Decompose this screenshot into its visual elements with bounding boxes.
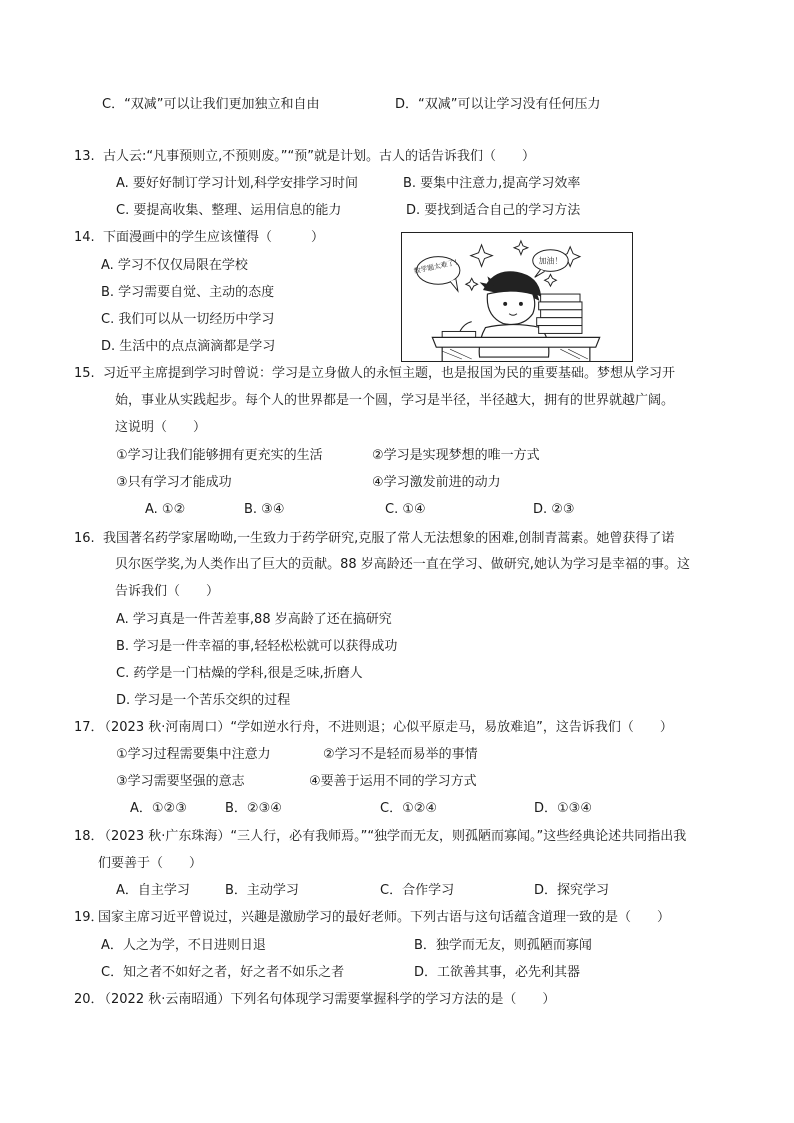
q17-option-b: B．②③④ <box>225 801 282 816</box>
q15-statement-2: ②学习是实现梦想的唯一方式 <box>372 448 540 463</box>
bubble-right-text: 加油！ <box>538 256 563 266</box>
q17-option-c: C．①②④ <box>380 801 438 816</box>
q16-stem-line1: 我国著名药学家屠呦呦,一生致力于药学研究,克服了常人无法想象的困难,创制青蒿素。她曾获得了诺 <box>103 531 675 546</box>
q13-option-b: B. 要集中注意力,提高学习效率 <box>403 176 581 191</box>
q13-number: 13. <box>74 149 95 164</box>
q14-option-b: B. 学习需要自觉、主动的态度 <box>101 285 275 300</box>
q16-option-c: C. 药学是一门枯燥的学科,很是乏味,折磨人 <box>116 666 363 681</box>
q12-option-d: D．“双减”可以让学习没有任何压力 <box>395 97 601 112</box>
q19-option-c: C．知之者不如好之者，好之者不如乐之者 <box>101 965 345 980</box>
q15-statement-1: ①学习让我们能够拥有更充实的生活 <box>116 448 323 463</box>
q15-stem-line1: 习近平主席提到学习时曾说：学习是立身做人的永恒主题，也是报国为民的重要基础。梦想从学习开 <box>103 366 676 381</box>
q14-option-d: D. 生活中的点点滴滴都是学习 <box>101 339 276 354</box>
q15-option-c: C. ①④ <box>385 502 426 517</box>
q20-number: 20． <box>74 992 104 1007</box>
q12-option-c: C．“双减”可以让我们更加独立和自由 <box>102 97 320 112</box>
q13-option-d: D. 要找到适合自己的学习方法 <box>406 203 581 218</box>
q17-option-d: D．①③④ <box>534 801 592 816</box>
q15-number: 15. <box>74 366 95 381</box>
q16-option-a: A. 学习真是一件苦差事,88 岁高龄了还在搞研究 <box>116 612 392 627</box>
q17-option-a: A．①②③ <box>130 801 187 816</box>
q18-option-a: A．自主学习 <box>116 883 190 898</box>
q13-option-c: C. 要提高收集、整理、运用信息的能力 <box>116 203 342 218</box>
q20-stem: （2022 秋·云南昭通）下列名句体现学习需要掌握科学的学习方法的是（ ） <box>98 992 556 1007</box>
q15-stem-line2: 始，事业从实践起步。每个人的世界都是一个圆，学习是半径，半径越大，拥有的世界就越广阔。 <box>115 393 675 408</box>
q17-statement-4: ④要善于运用不同的学习方式 <box>309 774 477 789</box>
q18-option-b: B．主动学习 <box>225 883 299 898</box>
q14-number: 14. <box>74 230 95 245</box>
q19-option-b: B．独学而无友，则孤陋而寡闻 <box>414 938 592 953</box>
bubble-left-text: 数学题太难了！ <box>413 257 462 276</box>
q19-option-d: D．工欲善其事，必先利其器 <box>414 965 581 980</box>
q15-stem-line3: 这说明（ ） <box>115 420 207 435</box>
q18-option-c: C．合作学习 <box>380 883 455 898</box>
q16-stem-line3: 告诉我们（ ） <box>115 584 220 599</box>
q15-option-b: B. ③④ <box>244 502 285 517</box>
q17-statement-1: ①学习过程需要集中注意力 <box>116 747 271 762</box>
q19-option-a: A．人之为学，不日进则日退 <box>101 938 266 953</box>
q14-stem: 下面漫画中的学生应该懂得（ ） <box>103 230 325 245</box>
q18-number: 18． <box>74 829 104 844</box>
q17-statement-3: ③学习需要坚强的意志 <box>116 774 245 789</box>
q17-statement-2: ②学习不是轻而易举的事情 <box>323 747 478 762</box>
q15-statement-4: ④学习激发前进的动力 <box>372 475 501 490</box>
q14-option-a: A. 学习不仅仅局限在学校 <box>101 258 248 273</box>
q18-stem-line1: （2023 秋·广东珠海）“三人行，必有我师焉。”“独学而无友，则孤陋而寡闻。”这些经典论述共同指出我 <box>98 829 687 844</box>
q15-option-d: D. ②③ <box>533 502 575 517</box>
q15-statement-3: ③只有学习才能成功 <box>116 475 232 490</box>
q14-option-c: C. 我们可以从一切经历中学习 <box>101 312 275 327</box>
q18-stem-line2: 们要善于（ ） <box>98 856 203 871</box>
q19-number: 19． <box>74 910 104 925</box>
q17-number: 17． <box>74 720 104 735</box>
q16-stem-line2: 贝尔医学奖,为人类作出了巨大的贡献。88 岁高龄还一直在学习、做研究,她认为学习是幸福的事。这 <box>115 557 690 572</box>
q13-option-a: A. 要好好制订学习计划,科学安排学习时间 <box>116 176 359 191</box>
q16-option-d: D. 学习是一个苦乐交织的过程 <box>116 693 291 708</box>
q17-stem: （2023 秋·河南周口）“学如逆水行舟，不进则退；心似平原走马，易放难追”，这告诉我们（ ） <box>98 720 673 735</box>
q15-option-a: A. ①② <box>145 502 186 517</box>
q13-stem: 古人云:“凡事预则立,不预则废。”“预”就是计划。古人的话告诉我们（ ） <box>103 149 535 164</box>
q18-option-d: D．探究学习 <box>534 883 610 898</box>
student-cartoon-illustration <box>401 232 633 362</box>
q16-option-b: B. 学习是一件幸福的事,轻轻松松就可以获得成功 <box>116 639 398 654</box>
q16-number: 16. <box>74 531 95 546</box>
q19-stem: 国家主席习近平曾说过，兴趣是激励学习的最好老师。下列古语与这句话蕴含道理一致的是（ ） <box>98 910 671 925</box>
